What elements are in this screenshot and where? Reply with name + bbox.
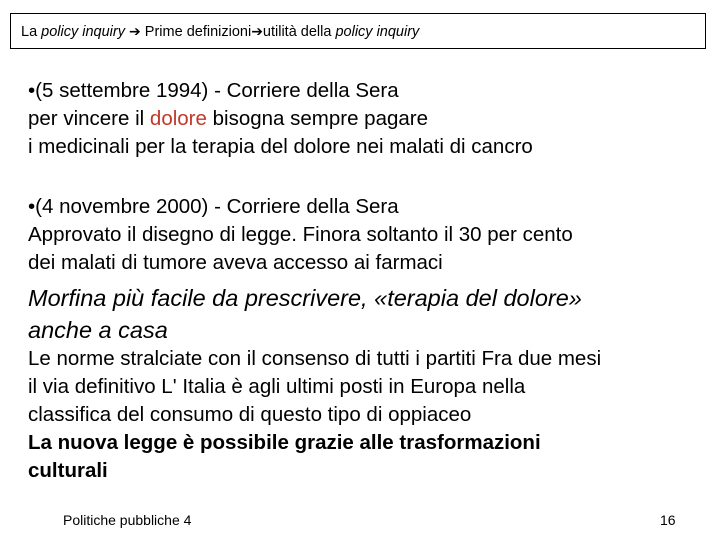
- header-text-prime-definizioni: Prime definizioni: [144, 24, 252, 40]
- section-1994-title: •(5 settembre 1994) - Corriere della Sera: [28, 79, 399, 102]
- section-1994: [28, 77, 708, 161]
- article-body-line3: classifica del consumo di questo tipo di oppiaceo: [28, 403, 472, 426]
- arrow-right-icon: ➔: [129, 23, 141, 39]
- article-body-line1: Le norme stralciate con il consenso di tutti i partiti Fra due mesi: [28, 347, 602, 370]
- article-body: [28, 345, 708, 485]
- headline-morfina: [28, 282, 708, 346]
- section-2000-title: •(4 novembre 2000) - Corriere della Sera: [28, 195, 399, 218]
- headline-line2: anche a casa: [28, 317, 168, 343]
- section-1994-line2: per vincere il dolore bisogna sempre pagare: [28, 107, 429, 130]
- article-body-line2: il via definitivo L' Italia è agli ultimi posti in Europa nella: [28, 375, 526, 398]
- arrow-right-icon: ➔: [251, 23, 263, 39]
- article-bold-line1: La nuova legge è possibile grazie alle trasformazioni: [28, 431, 541, 454]
- header-text-la: La: [21, 24, 38, 40]
- highlight-dolore: dolore: [149, 107, 207, 130]
- section-2000-line2: Approvato il disegno di legge. Finora soltanto il 30 per cento: [28, 223, 573, 246]
- header-text-policy-inquiry-2: policy inquiry: [335, 24, 420, 40]
- section-1994-line3: i medicinali per la terapia del dolore nei malati di cancro: [28, 135, 533, 158]
- headline-line1: Morfina più facile da prescrivere, «terapia del dolore»: [28, 285, 582, 311]
- header-text-policy-inquiry: policy inquiry: [41, 24, 125, 40]
- footer-page-number: 16: [660, 512, 676, 528]
- article-bold-line2: culturali: [28, 459, 108, 482]
- section-2000: [28, 193, 708, 277]
- slide-header: [10, 13, 706, 49]
- section-2000-line3: dei malati di tumore aveva accesso ai farmaci: [28, 251, 443, 274]
- footer-course-title: Politiche pubbliche 4: [63, 512, 192, 528]
- header-text-utilita: utilità della: [262, 24, 332, 40]
